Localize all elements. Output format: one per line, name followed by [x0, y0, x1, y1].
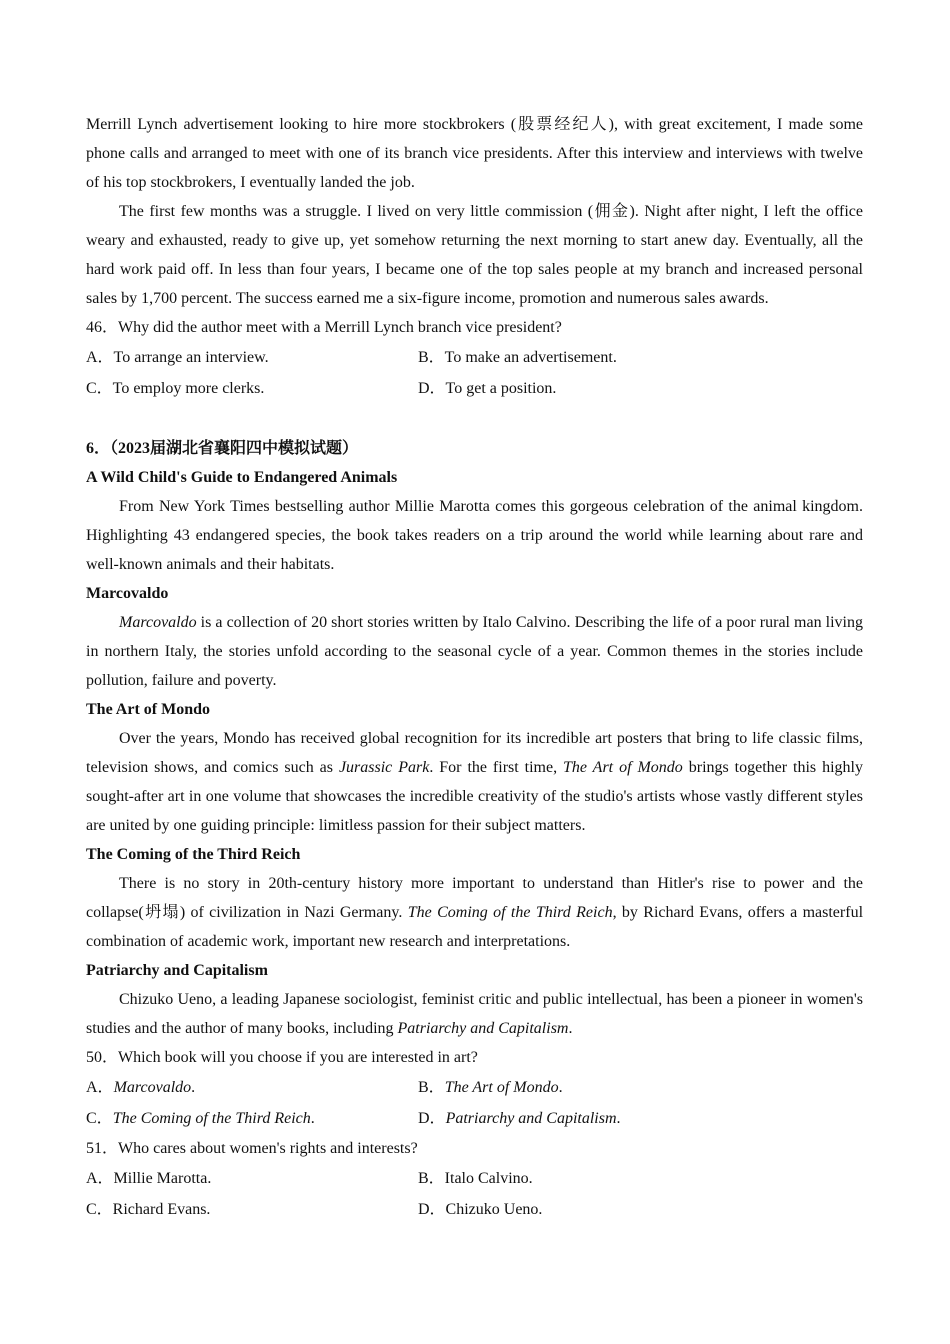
option-a: A．Millie Marotta.: [86, 1170, 212, 1187]
book-title-4: The Coming of the Third Reich: [86, 846, 301, 863]
book-description-3: [86, 724, 863, 840]
book-title-2: Marcovaldo: [86, 585, 169, 602]
book-name-italic: Patriarchy and Capitalism: [397, 1020, 569, 1037]
description-text: There is no story in 20th-century history more important to understand than Hitler's rise to power and the collapse(坍塌) of civilization in Nazi Germany.: [86, 875, 863, 921]
description-text: , by Richard Evans, offers a masterful combination of academic work, important new research and interpretations.: [86, 904, 864, 950]
option-d: D．Chizuko Ueno.: [418, 1201, 543, 1218]
book-name-italic: Marcovaldo: [119, 614, 197, 631]
option-c: C．To employ more clerks.: [86, 380, 265, 397]
description-text: brings together this highly sought-after art in one volume that showcases the incredible creativity of the studio's artists whose vastly different styles are united by one guiding principle: limitless passion for their subject matters.: [86, 759, 863, 834]
description-text: .: [568, 1020, 573, 1037]
page-content: [86, 110, 863, 1225]
option-c: C．Richard Evans.: [86, 1201, 211, 1218]
section-6-header: 6．（2023届湖北省襄阳四中模拟试题）: [86, 440, 359, 457]
option-d: D．Patriarchy and Capitalism.: [418, 1110, 621, 1127]
option-a: A．Marcovaldo.: [86, 1079, 196, 1096]
book-description-5: [86, 985, 863, 1043]
book-title-5: Patriarchy and Capitalism: [86, 962, 268, 979]
question-51: 51．Who cares about women's rights and interests?: [86, 1140, 418, 1157]
film-name-italic: Jurassic Park: [338, 759, 430, 776]
option-c: C．The Coming of the Third Reich.: [86, 1110, 315, 1127]
option-b: B．Italo Calvino.: [418, 1170, 533, 1187]
book-name-italic: The Coming of the Third Reich: [407, 904, 613, 921]
book-title-1: A Wild Child's Guide to Endangered Animals: [86, 469, 398, 486]
book-description-1: From New York Times bestselling author Millie Marotta comes this gorgeous celebration of the animal kingdom. Highlighting 43 endangered species, the book takes readers on a trip around the world while learning about rare and well-known animals and their habitats.: [86, 498, 863, 573]
question-50-options: [86, 1072, 863, 1134]
question-46: 46．Why did the author meet with a Merrill Lynch branch vice president?: [86, 319, 562, 336]
option-b: B．The Art of Mondo.: [418, 1079, 563, 1096]
book-title-3: The Art of Mondo: [86, 701, 210, 718]
section-gap: [86, 404, 863, 434]
question-51-options: [86, 1163, 863, 1225]
option-a: A．To arrange an interview.: [86, 349, 269, 366]
book-name-italic: The Art of Mondo: [563, 759, 683, 776]
passage-paragraph-2: The first few months was a struggle. I lived on very little commission (佣金). Night after night, I left the office weary and exhausted, ready to give up, yet somehow returning the next morning to start anew day. Eventually, all the hard work paid off. In less than four years, I became one of the top sales people at my branch and increased personal sales by 1,700 percent. The success earned me a six-figure income, promotion and numerous sales awards.: [86, 203, 863, 307]
option-b: B．To make an advertisement.: [418, 349, 617, 366]
description-text: . For the first time,: [429, 759, 564, 776]
book-description-4: [86, 869, 863, 956]
description-text: Over the years, Mondo has received global recognition for its incredible art posters that bring to life classic films, television shows, and comics such as: [86, 730, 863, 776]
book-description-2: [86, 608, 863, 695]
question-46-options: [86, 342, 863, 404]
description-text: is a collection of 20 short stories written by Italo Calvino. Describing the life of a poor rural man living in northern Italy, the stories unfold according to the seasonal cycle of a year. Common themes in the stories include pollution, failure and poverty.: [86, 614, 863, 689]
question-50: 50．Which book will you choose if you are interested in art?: [86, 1049, 478, 1066]
description-text: Chizuko Ueno, a leading Japanese sociologist, feminist critic and public intellectual, has been a pioneer in women's studies and the author of many books, including: [86, 991, 863, 1037]
passage-paragraph-1: Merrill Lynch advertisement looking to hire more stockbrokers (股票经纪人), with great excitement, I made some phone calls and arranged to meet with one of its branch vice presidents. After this interview and interviews with twelve of his top stockbrokers, I eventually landed the job.: [86, 116, 863, 191]
option-d: D．To get a position.: [418, 380, 557, 397]
